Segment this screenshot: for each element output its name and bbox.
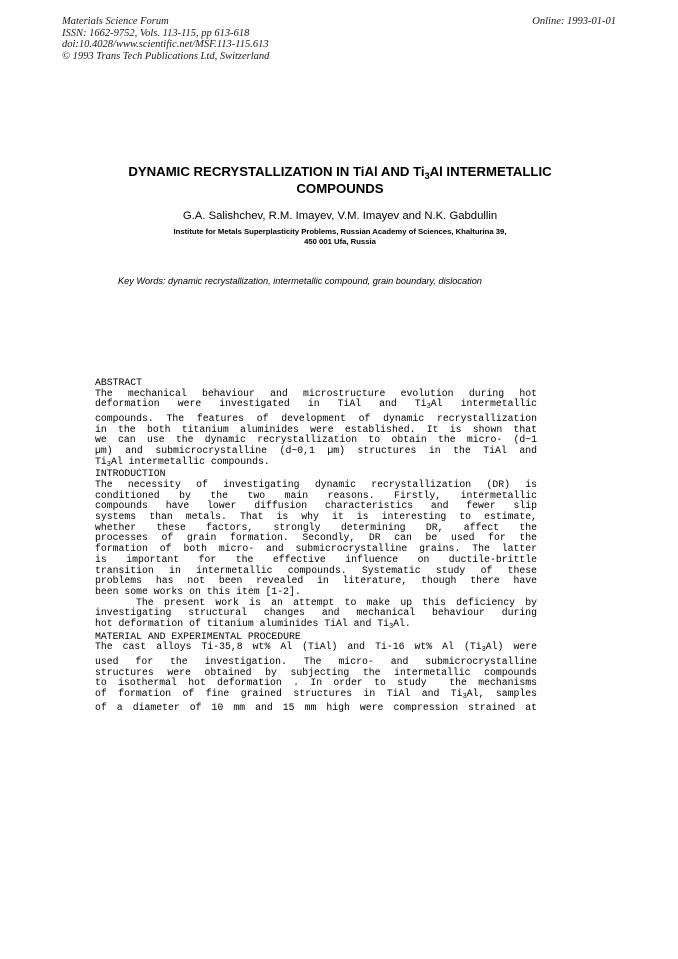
title-line-1: DYNAMIC RECRYSTALLIZATION IN TiAl AND $Ti_3Al$ INTERMETALLIC xyxy=(128,164,552,181)
intro-line: The present work is an attempt to make up this deficiency by xyxy=(95,596,537,608)
section-heading-material: MATERIAL AND EXPERIMENTAL PROCEDURE xyxy=(95,630,301,642)
section-heading-introduction: INTRODUCTION xyxy=(95,468,166,480)
online-date: Online: 1993-01-01 xyxy=(532,16,616,27)
abstract-line: deformation were investigated in TiAl and $Ti_3Al$ intermetallic xyxy=(95,398,537,412)
material-line: structures were obtained by subjecting the intermetallic compounds xyxy=(95,666,537,678)
copyright-line: © 1993 Trans Tech Publications Ltd, Switzerland xyxy=(62,50,270,62)
section-heading-abstract: ABSTRACT xyxy=(95,377,143,388)
intro-line: processes of grain formation. Secondly, DR can be used for the xyxy=(95,532,537,544)
intro-line: been some works on this item [1-2]. xyxy=(95,585,301,597)
intro-line: problems has not been revealed in literature, though there have xyxy=(95,575,537,587)
intro-line: formation of both micro- and submicrocrystalline grains. The latter xyxy=(95,543,537,555)
intro-line: is important for the effective influence on ductile-brittle xyxy=(95,553,537,565)
material-line: The cast alloys Ti-35,8 wt% Al (TiAl) and Ti-16 wt% Al $(Ti_3Al)$ were xyxy=(95,641,537,655)
abstract-line: $Ti_3Al$ intermetallic compounds. xyxy=(95,455,270,469)
title-line-2: COMPOUNDS xyxy=(296,180,384,196)
journal-name: Materials Science Forum xyxy=(62,16,169,27)
abstract-line: in the both titanium aluminides were established. It is shown that xyxy=(95,423,537,435)
issn-line: ISSN: 1662-9752, Vols. 113-115, pp 613-618 xyxy=(62,27,250,39)
material-line: of a diameter of 10 mm and 15 mm high were compression strained at xyxy=(95,702,537,714)
abstract-line: µm) and submicrocrystalline (d~0,1 µm) structures in the TiAl and xyxy=(95,444,537,456)
material-line: used for the investigation. The micro- and submicrocrystalline xyxy=(95,655,537,667)
authors: G.A. Salishchev, R.M. Imayev, V.M. Imayev and N.K. Gabdullin xyxy=(182,210,498,222)
intro-line: conditioned by the two main reasons. Firstly, intermetallic xyxy=(95,489,537,501)
intro-line: systems than metals. That is why it is interesting to estimate, xyxy=(95,511,537,523)
abstract-line: compounds. The features of development of dynamic recrystallization xyxy=(95,412,537,424)
affiliation: Institute for Metals Superplasticity Problems, Russian Academy of Sciences, Khalturina 39, 450 001 Ufa, Russia xyxy=(173,227,507,246)
abstract-line: The mechanical behaviour and microstructure evolution during hot xyxy=(95,387,537,399)
paper-title xyxy=(90,164,590,197)
intro-line: compounds have lower diffusion characteristics and fewer slip xyxy=(95,500,537,512)
intro-line: investigating structural changes and mechanical behaviour during xyxy=(95,607,537,619)
material-line: of formation of fine grained structures in TiAl and $Ti_3Al$, samples xyxy=(95,687,537,701)
doi-line: doi:10.4028/www.scientific.net/MSF.113-115.613 xyxy=(62,39,269,50)
keywords: Key Words: dynamic recrystallization, intermetallic compound, grain boundary, dislocation xyxy=(118,276,482,286)
intro-line: The necessity of investigating dynamic recrystallization (DR) is xyxy=(95,479,537,490)
intro-line: hot deformation of titanium aluminides TiAl and $Ti_3Al$. xyxy=(95,617,411,631)
intro-line: whether these factors, strongly determining DR, affect the xyxy=(95,521,537,533)
abstract-line: we can use the dynamic recrystallization to obtain the micro- (d~1 xyxy=(95,434,537,446)
material-line: to isothermal hot deformation . In order to study the mechanisms xyxy=(95,677,537,689)
journal-header xyxy=(62,16,269,62)
paper-body xyxy=(95,378,537,714)
intro-line: transition in intermetallic compounds. Systematic study of these xyxy=(95,564,537,576)
